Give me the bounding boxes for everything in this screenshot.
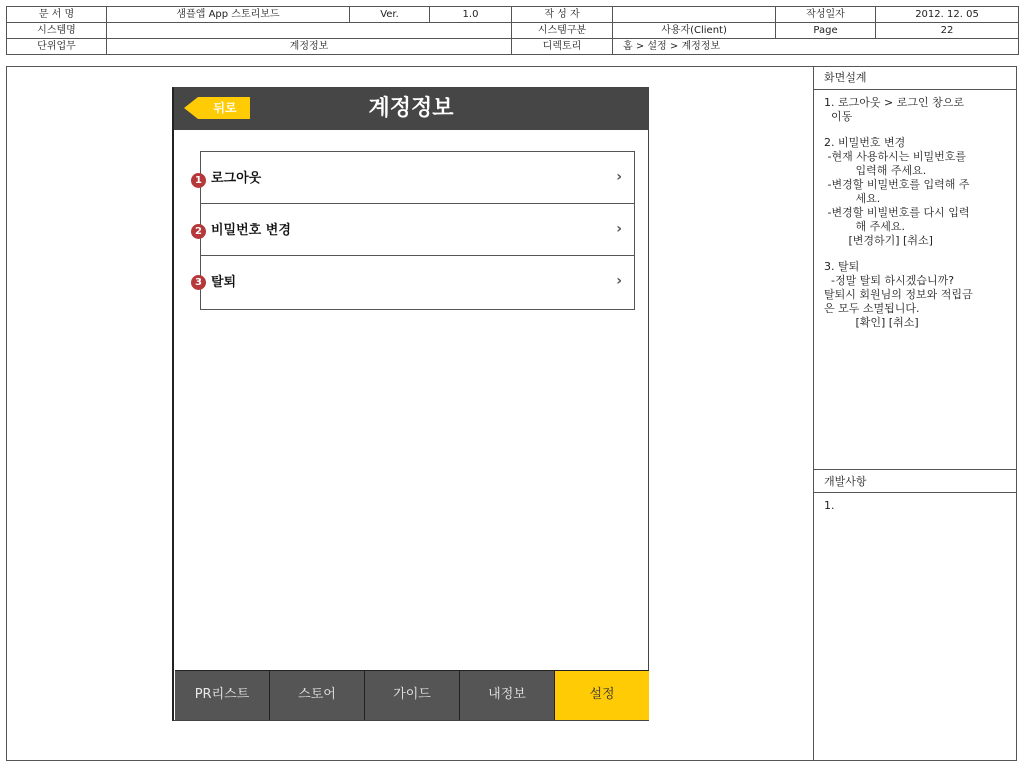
- note-line: [확인] [취소]: [824, 316, 919, 329]
- chevron-right-icon: ›: [616, 169, 622, 185]
- note-line: 탈퇴시 회원님의 정보와 적립금: [824, 288, 973, 301]
- note-block-2: [824, 136, 1009, 248]
- account-menu: [200, 151, 635, 310]
- bottom-tab-bar: [175, 670, 649, 720]
- note-line: 해 주세요.: [824, 220, 905, 233]
- author-label: 작 성 자: [512, 7, 613, 23]
- dev-note-line: 1.: [824, 499, 835, 512]
- date-value: 2012. 12. 05: [876, 7, 1019, 23]
- note-block-3: [824, 260, 1009, 330]
- page-label: Page: [776, 23, 876, 39]
- version-value: 1.0: [430, 7, 512, 23]
- notes-panel: [813, 66, 1017, 761]
- doc-name-value: 샘플앱 App 스토리보드: [107, 7, 350, 23]
- note-line: 3. 탈퇴: [824, 260, 860, 273]
- menu-item-change-password[interactable]: [201, 204, 634, 256]
- annotation-badge-1: 1: [191, 173, 206, 188]
- note-line: [변경하기] [취소]: [824, 234, 933, 247]
- annotation-badge-3: 3: [191, 275, 206, 290]
- dev-notes: [814, 493, 1017, 513]
- unit-task-value: 계정정보: [107, 39, 512, 55]
- dev-notes-heading: 개발사항: [814, 469, 1017, 493]
- author-value: [613, 7, 776, 23]
- system-type-value: 사용자(Client): [613, 23, 776, 39]
- doc-name-label: 문 서 명: [7, 7, 107, 23]
- directory-label: 디렉토리: [512, 39, 613, 55]
- note-line: 은 모두 소멸됩니다.: [824, 302, 920, 315]
- page-value: 22: [876, 23, 1019, 39]
- directory-value: 홈 > 설정 > 계정정보: [613, 39, 1019, 55]
- version-label: Ver.: [350, 7, 430, 23]
- tab-settings[interactable]: 설정: [555, 671, 649, 720]
- tab-my-info[interactable]: 내정보: [460, 671, 555, 720]
- annotation-badge-2: 2: [191, 224, 206, 239]
- system-name-value: [107, 23, 512, 39]
- unit-task-label: 단위업무: [7, 39, 107, 55]
- note-line: 이동: [824, 110, 853, 123]
- nav-bar: [174, 88, 648, 130]
- menu-item-logout[interactable]: [201, 152, 634, 204]
- menu-item-label: 탈퇴: [211, 275, 237, 290]
- tab-guide[interactable]: 가이드: [365, 671, 460, 720]
- chevron-right-icon: ›: [616, 221, 622, 237]
- system-name-label: 시스템명: [7, 23, 107, 39]
- note-line: -정말 탈퇴 하시겠습니까?: [824, 274, 955, 287]
- screen-design-notes: [814, 90, 1017, 469]
- menu-item-label: 로그아웃: [211, 171, 262, 186]
- note-line: -변경할 비빌번호를 다시 입력: [824, 206, 970, 219]
- menu-item-withdraw[interactable]: [201, 256, 634, 309]
- note-line: -현재 사용하시는 비밀번호를: [824, 150, 966, 163]
- tab-store[interactable]: 스토어: [270, 671, 365, 720]
- note-line: 1. 로그아웃 > 로그인 창으로: [824, 96, 964, 109]
- chevron-right-icon: ›: [616, 273, 622, 289]
- screen-design-heading: 화면설계: [814, 66, 1017, 90]
- note-line: 세요.: [824, 192, 881, 205]
- tab-pr-list[interactable]: PR리스트: [175, 671, 270, 720]
- screen-title: 계정정보: [368, 96, 454, 121]
- menu-item-label: 비밀번호 변경: [211, 223, 291, 238]
- phone-mockup: [172, 87, 649, 721]
- date-label: 작성일자: [776, 7, 876, 23]
- note-line: 입력해 주세요.: [824, 164, 927, 177]
- note-block-1: [824, 96, 1009, 124]
- note-line: -변경할 비밀번호를 입력해 주: [824, 178, 970, 191]
- document-header-table: [6, 6, 1019, 55]
- system-type-label: 시스템구분: [512, 23, 613, 39]
- back-button-label: 뒤로: [213, 101, 237, 115]
- note-line: 2. 비밀번호 변경: [824, 136, 906, 149]
